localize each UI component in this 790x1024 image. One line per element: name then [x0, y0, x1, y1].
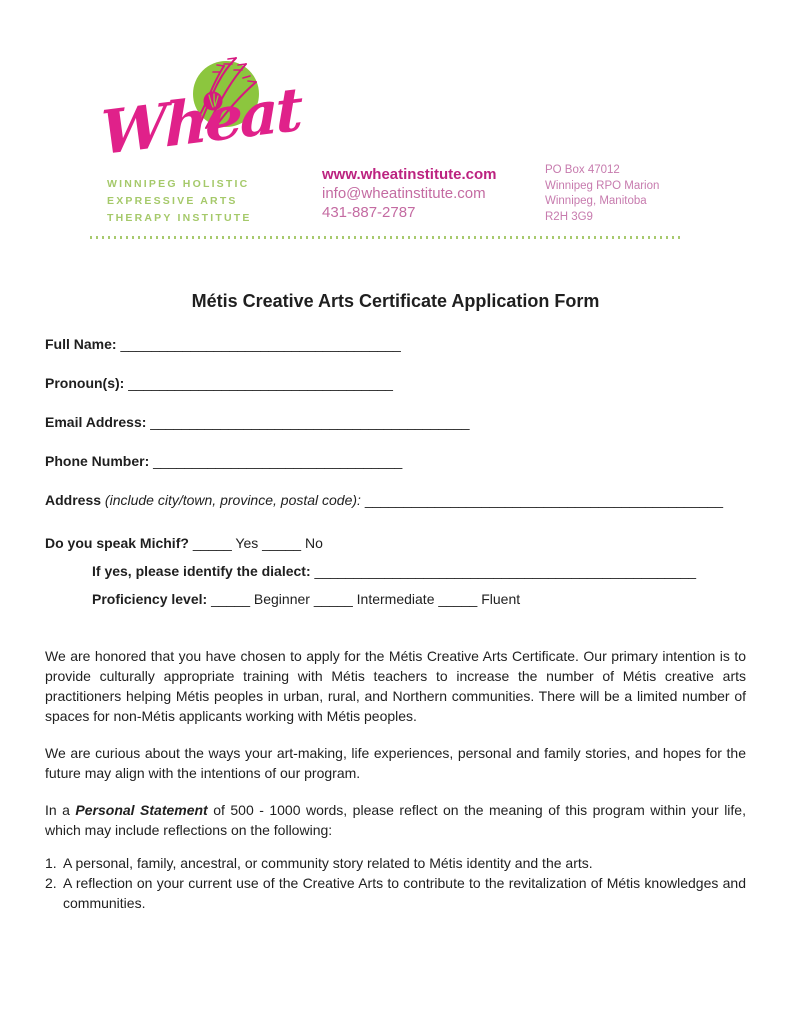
email-label: Email Address: [45, 414, 147, 430]
proficiency-label: Proficiency level: [92, 591, 208, 607]
pronouns-label: Pronoun(s): [45, 375, 125, 391]
field-pronouns [45, 375, 746, 392]
mailing-line-2: Winnipeg RPO Marion [545, 179, 660, 192]
fluent-label: Fluent [481, 591, 521, 607]
dotted-divider [90, 236, 682, 239]
full-name-label: Full Name: [45, 336, 117, 352]
intro-paragraph: We are honored that you have chosen to apply for the Métis Creative Arts Certificate. Our primary intention is to provide culturally appropriate training with Métis teachers to increase the number of Métis creative arts practitioners helping Métis peoples in urban, rural, and Northern communities. There will be a limited number of spaces for non-Métis applicants working with Métis peoples. [45, 648, 746, 724]
list-item [45, 853, 746, 873]
list-item-text: A personal, family, ancestral, or community story related to Métis identity and the arts. [63, 855, 593, 871]
ps-emphasis: Personal Statement [75, 802, 208, 818]
email-blank-line: _________________________________________ [150, 414, 470, 430]
full-name-blank-line: ____________________________________ [120, 336, 401, 352]
wheat-wordmark: Wheat [100, 74, 301, 170]
ps-prefix: In a [45, 802, 76, 818]
michif-no-label: No [304, 535, 323, 551]
michif-yes-label: Yes [235, 535, 259, 551]
website-url: www.wheatinstitute.com [322, 166, 497, 183]
michif-no-blank: _____ [262, 535, 302, 551]
list-item-number: 1. [45, 855, 57, 871]
contact-block [322, 165, 496, 222]
address-blank-line: ______________________________________________ [364, 492, 723, 508]
michif-question-row [45, 535, 746, 552]
reflection-list [45, 853, 746, 913]
field-phone [45, 453, 746, 470]
institute-line-1: WINNIPEG HOLISTIC [107, 178, 250, 190]
michif-yes-blank: _____ [192, 535, 232, 551]
fluent-blank: _____ [438, 591, 478, 607]
institute-name [107, 176, 252, 227]
list-item [45, 873, 746, 913]
institute-line-2: EXPRESSIVE ARTS [107, 195, 238, 207]
field-full-name [45, 336, 746, 353]
personal-statement-paragraph [45, 800, 746, 840]
page-title: Métis Creative Arts Certificate Application Form [191, 291, 600, 311]
mailing-line-4: R2H 3G9 [545, 210, 593, 223]
intermediate-label: Intermediate [356, 591, 435, 607]
ps-suffix: of 500 - 1000 words, please reflect on the meaning of this program within your life, which may include reflections on the following: [45, 802, 746, 838]
mailing-line-1: PO Box 47012 [545, 164, 620, 176]
form-content [45, 291, 746, 913]
contact-phone: 431-887-2787 [322, 204, 416, 221]
address-label: Address [45, 492, 102, 508]
field-address [45, 492, 746, 509]
mailing-address-block [545, 163, 659, 225]
curious-paragraph: We are curious about the ways your art-making, life experiences, personal and family stories, and hopes for the future may align with the intentions of our program. [45, 745, 746, 781]
dialect-blank-line: _________________________________________________ [314, 563, 697, 579]
list-item-text: A reflection on your current use of the Creative Arts to contribute to the revitalization of Métis knowledges and communities. [63, 875, 746, 911]
beginner-blank: _____ [211, 591, 250, 607]
institute-line-3: THERAPY INSTITUTE [107, 212, 252, 224]
michif-section [45, 535, 746, 608]
beginner-label: Beginner [253, 591, 310, 607]
list-item-number: 2. [45, 875, 57, 891]
dialect-label: If yes, please identify the dialect: [92, 563, 311, 579]
address-hint: (include city/town, province, postal code): [104, 492, 361, 508]
phone-label: Phone Number: [45, 453, 150, 469]
intermediate-blank: _____ [313, 591, 353, 607]
pronouns-blank-line: __________________________________ [128, 375, 393, 391]
field-email [45, 414, 746, 431]
mailing-line-3: Winnipeg, Manitoba [545, 195, 647, 207]
michif-question-label: Do you speak Michif? [45, 535, 189, 551]
contact-email: info@wheatinstitute.com [322, 185, 486, 202]
phone-blank-line: ________________________________ [153, 453, 403, 469]
michif-proficiency-row [45, 591, 746, 608]
michif-dialect-row [45, 563, 746, 580]
